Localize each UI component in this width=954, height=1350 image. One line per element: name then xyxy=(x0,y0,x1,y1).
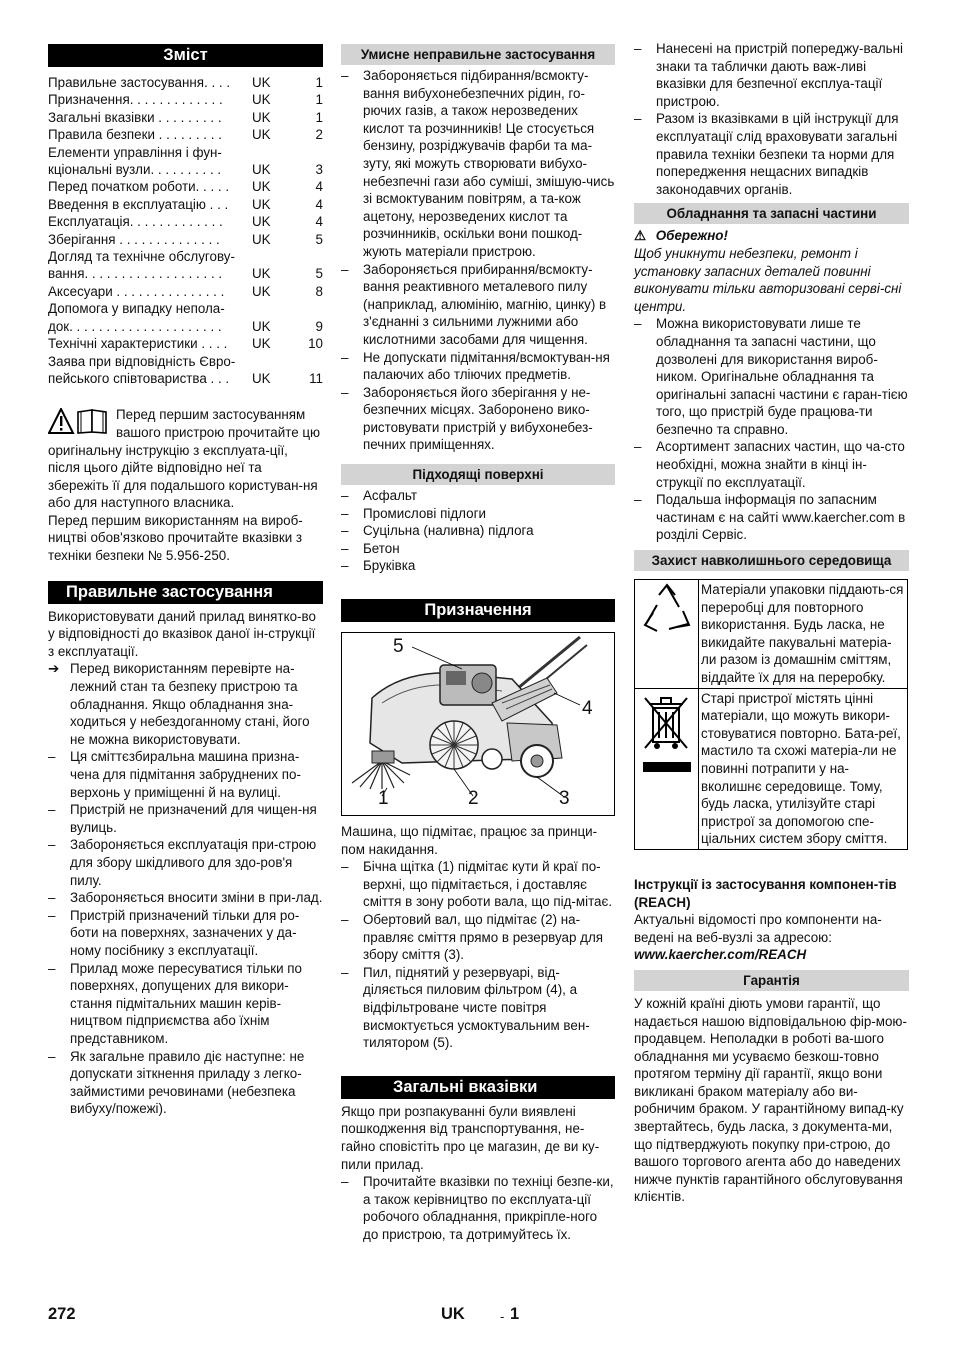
surfaces-list xyxy=(341,487,615,575)
toc-row[interactable] xyxy=(48,196,323,213)
list-item xyxy=(48,748,323,801)
toc-row-wrap xyxy=(48,248,323,265)
toc-row[interactable] xyxy=(48,161,323,178)
list-dash: – xyxy=(634,439,642,455)
toc-entry-label: пейського співтовариства . . . xyxy=(48,370,230,386)
list-dash: – xyxy=(634,111,642,127)
toc-row[interactable] xyxy=(48,213,323,230)
toc-entry-label: Перед початком роботи. . . . . xyxy=(48,179,230,195)
list-item-text: Забороняється підбирання/всмокту-вання вибухонебезпечних рідин, го-рючих газів, а також нерозведених кислот та розчинників! Це стосується бензину, розріджувачів фарби та ма-зуту, які можуть створювати вибухо-небезпечні гази або суміші, змішую-чись зі всмоктуваним повітрям, а та-кож ацетону, нерозведених кислот та розчинників, оскільки вони пошкод-жують матеріали пристрою. xyxy=(363,68,615,259)
toc-entry-page: 1 xyxy=(315,75,323,90)
toc-row[interactable] xyxy=(48,265,323,282)
list-dash: – xyxy=(341,859,349,875)
general-list xyxy=(341,1173,615,1243)
list-item-text: Пил, піднятий у резервуарі, від-діляється пиловим фільтром (4), а відфільтроване чисте повітря висмоктується усмоктувальним вен-тилятором (5). xyxy=(363,964,590,1051)
toc-row[interactable] xyxy=(48,370,323,387)
toc-entry-label-line1: Допомога у випадку непола- xyxy=(48,301,225,317)
toc-entry-label: Призначення. . . . . . . . . . . . . xyxy=(48,92,223,108)
intro-safety-text: Перед першим використанням на вироб-ництві обов'язково прочитайте вказівки з техніки безпеки № 5.956-250. xyxy=(48,512,303,564)
toc-entry-page: 10 xyxy=(308,336,323,352)
list-item xyxy=(48,801,323,836)
toc-row[interactable] xyxy=(48,283,323,300)
toc-entry-label: Правильне застосування. . . . xyxy=(48,75,231,90)
fig-label-2: 2 xyxy=(468,788,479,810)
toc-entry-lang: UK xyxy=(252,109,271,125)
list-item xyxy=(634,491,909,544)
list-item-text: Прочитайте вказівки по техніці безпе-ки, а також керівництво по експлуата-ції робочого обладнання, прикріпле-ного до пристрою, та дотримуйтесь їх. xyxy=(363,1174,614,1242)
toc-entry-label: Зберігання . . . . . . . . . . . . . . xyxy=(48,231,220,247)
list-dash: – xyxy=(48,802,56,818)
toc-row-wrap xyxy=(48,300,323,317)
column-left xyxy=(48,44,323,1118)
caution-line: ⚠ Обережно! xyxy=(634,228,728,244)
general-intro: Якщо при розпакуванні були виявлені пошкодження від транспортування, не-гайно сповістіть про це магазин, де ви ку-пили прилад. xyxy=(341,1103,600,1172)
toc-entry-page: 1 xyxy=(315,109,323,125)
list-item xyxy=(634,315,909,438)
purpose-list xyxy=(341,858,615,1052)
toc-entry-label-line1: Догляд та технічне обслугову- xyxy=(48,249,235,265)
footer-lang: UK xyxy=(441,1305,465,1323)
list-item-text: Подальша інформація по запасним частинам є на сайті www.kaercher.com в розділі Сервіс. xyxy=(656,492,906,543)
list-item xyxy=(341,1173,615,1243)
list-item-text: Промислові підлоги xyxy=(363,505,486,521)
list-item xyxy=(48,1048,323,1118)
list-dash: – xyxy=(48,749,56,765)
toc-row[interactable] xyxy=(48,91,323,108)
toc-row[interactable] xyxy=(48,74,323,91)
list-dash: – xyxy=(341,558,349,574)
warning-triangle-icon: ⚠ xyxy=(634,228,647,244)
list-item xyxy=(341,522,615,540)
list-item xyxy=(48,836,323,889)
recycling-icon xyxy=(635,580,699,689)
list-item-text: Бетон xyxy=(363,540,400,556)
toc-entry-label: Технічні характеристики . . . . xyxy=(48,336,228,352)
footer-sub-page: 1 xyxy=(510,1305,520,1323)
list-dash: – xyxy=(341,964,349,980)
toc-entry-lang: UK xyxy=(252,283,271,299)
toc-entry-lang: UK xyxy=(252,370,271,386)
list-item xyxy=(634,110,909,198)
toc-row[interactable] xyxy=(48,126,323,143)
toc-row-wrap xyxy=(48,144,323,161)
caution-text: Щоб уникнути небезпеки, ремонт і установку запасних деталей повинні виконувати тільки авторизовані серві-сні центри. xyxy=(634,245,902,314)
toc-entry-label: Введення в експлуатацію . . . xyxy=(48,196,229,212)
misuse-heading: Умисне неправильне застосування xyxy=(341,44,615,65)
toc-entry-page: 4 xyxy=(315,196,323,212)
list-item-text: Пристрій не призначений для чищен-ня вулиць. xyxy=(70,802,317,835)
list-item-text: Разом із вказівками в цій інструкції для експлуатації слід враховувати загальні правила техніки безпеки та норми для попередження нещасних випадків законодавчих органів. xyxy=(656,111,899,197)
list-item-text: Асортимент запасних частин, що ча-сто необхідні, можна знайти в кінці ін-струкції по експлуатації. xyxy=(656,439,905,490)
list-dash: – xyxy=(634,492,642,508)
reach-text: Актуальні відомості про компоненти на-ведені на веб-вузлі за адресою: xyxy=(634,912,882,945)
toc-entry-label: кціональні вузли. . . . . . . . . . xyxy=(48,162,222,178)
reach-url[interactable]: www.kaercher.com/REACH xyxy=(634,947,807,963)
intro-warning-text: Перед першим застосуванням вашого пристрою прочитайте цю оригінальну інструкцію з експлуата-ції, після цього дійте відповідно неї та збережіть її для подальшого користуван-ня або для наступного власника. xyxy=(48,407,321,511)
fig-label-1: 1 xyxy=(378,788,389,810)
crossed-bin-icon xyxy=(635,688,699,849)
toc-entry-label-line1: Заява при відповідність Євро- xyxy=(48,353,236,369)
environment-table xyxy=(634,579,908,850)
list-dash: – xyxy=(341,505,349,521)
list-item xyxy=(341,349,615,384)
toc-entry-lang: UK xyxy=(252,92,271,108)
list-dash: – xyxy=(341,540,349,556)
list-dash: – xyxy=(341,523,349,539)
toc-row-wrap xyxy=(48,353,323,370)
list-item xyxy=(341,858,615,911)
purpose-heading: Призначення xyxy=(341,599,615,622)
toc-entry-label: вання. . . . . . . . . . . . . . . . . . . xyxy=(48,266,223,282)
list-dash: – xyxy=(634,41,642,56)
table-of-contents xyxy=(48,74,323,387)
toc-entry-lang: UK xyxy=(252,214,271,230)
sweeper-illustration xyxy=(341,632,615,816)
list-item xyxy=(341,67,615,261)
toc-row[interactable] xyxy=(48,178,323,195)
list-item-text: Можна використовувати лише те обладнання та запасні частини, що дозволені для використання вироб-ником. Оригінальне обладнання та оригінальні запасні частини є гаран-тією того, що пристрій буде працюва-ти безпечно та справно. xyxy=(656,316,908,437)
page-number: 272 xyxy=(48,1305,76,1323)
warranty-heading: Гарантія xyxy=(634,970,909,991)
toc-entry-lang: UK xyxy=(252,266,271,282)
toc-entry-label: Експлуатація. . . . . . . . . . . . . xyxy=(48,214,223,230)
toc-entry-label-line1: Елементи управління і фун- xyxy=(48,144,222,160)
list-item-text: Обертовий вал, що підмітає (2) на-правляє сміття прямо в резервуар для збору сміття (3). xyxy=(363,912,604,963)
list-dash: – xyxy=(634,316,642,332)
toc-entry-page: 5 xyxy=(315,231,323,247)
list-item-text: Як загальне правило діє наступне: не допускати зіткнення приладу з легко-займистими речовинами (небезпека вибуху/пожежі). xyxy=(70,1048,305,1117)
toc-row[interactable] xyxy=(48,318,323,335)
toc-entry-lang: UK xyxy=(252,127,271,143)
environment-row xyxy=(635,688,908,849)
toc-entry-page: 5 xyxy=(315,266,323,282)
toc-entry-lang: UK xyxy=(252,75,271,90)
list-item-text: Асфальт xyxy=(363,488,417,504)
proper-use-heading: Правильне застосування xyxy=(48,581,323,604)
fig-label-5: 5 xyxy=(393,636,404,658)
list-item-text: Забороняється його зберігання у не-безпечних місцях. Заборонено вико-ристовувати пристрій у вибухонебез-печних приміщеннях. xyxy=(363,384,593,453)
environment-heading: Захист навколишнього середовища xyxy=(634,550,909,571)
environment-row xyxy=(635,580,908,689)
environment-text-old-devices: Старі пристрої містять цінні матеріали, що можуть викори-стовуватися повторно. Бата-реї, мастило та схожі матеріа-ли не повинні потрапити у на-вколишнє середовище. Тому, будь ласка, утилізуйте старі пристрої за допомогою спе-ціальних систем збору сміття. xyxy=(699,688,908,849)
toc-entry-page: 9 xyxy=(315,318,323,334)
toc-entry-label: Загальні вказівки . . . . . . . . . xyxy=(48,109,222,125)
list-dash: – xyxy=(48,960,56,976)
list-item-text: Не допускати підмітання/всмоктуван-ня палаючих або тліючих предметів. xyxy=(363,349,610,383)
list-item xyxy=(48,889,323,907)
toc-row[interactable] xyxy=(48,335,323,352)
toc-entry-lang: UK xyxy=(252,231,271,247)
fig-label-4: 4 xyxy=(582,698,593,720)
list-item xyxy=(341,261,615,349)
list-item-text: Прилад може пересуватися тільки по поверхнях, допущених для викори-стання підмітальних машин керів-ництвом підприємства або їхнім представником. xyxy=(70,960,303,1046)
toc-entry-page: 8 xyxy=(315,283,323,299)
column-right xyxy=(634,41,909,1206)
toc-entry-label: Правила безпеки . . . . . . . . . xyxy=(48,127,222,143)
proper-use-list xyxy=(48,748,323,1117)
general-heading: Загальні вказівки xyxy=(341,1076,615,1099)
list-item xyxy=(341,911,615,964)
misuse-list xyxy=(341,67,615,454)
list-item xyxy=(341,487,615,505)
toc-entry-page: 4 xyxy=(315,214,323,230)
toc-entry-lang: UK xyxy=(252,179,271,195)
toc-row[interactable] xyxy=(48,109,323,126)
list-item xyxy=(341,557,615,575)
list-item-text: Пристрій призначений тільки для ро-боти на поверхнях, зазначених у да-ному посібнику з експлуатації. xyxy=(70,907,300,958)
arrow-right-icon: ➔ xyxy=(48,661,60,677)
list-item-text: Суцільна (наливна) підлога xyxy=(363,523,534,539)
list-dash: – xyxy=(341,68,349,83)
fig-label-3: 3 xyxy=(559,788,570,810)
intro-warning xyxy=(48,406,323,564)
surfaces-heading: Підходящі поверхні xyxy=(341,464,615,485)
parts-heading: Обладнання та запасні частини xyxy=(634,203,909,224)
list-item-text: Нанесені на пристрій попереджу-вальні знаки та таблички дають важ-ливі вказівки для безпечної експлуа-тації пристрою. xyxy=(656,41,904,109)
warranty-text: У кожній країні діють умови гарантії, що надається нашою відповідальною фір-мою-продавцем. Неполадки в роботі ва-шого обладнання ми усуваємо безкош-товно протягом терміну дії гарантії, якщо вони викликані браком матеріалу або ви-робничим браком. У гарантійному випад-ку звертайтесь, будь ласка, з документа-ми, що підтверджують покупку при-строю, до вашого торгового агента або до наведених нижче пунктів гарантійного обслуговування клієнтів. xyxy=(634,995,907,1205)
proper-use-arrow-item: ➔ Перед використанням перевірте на-лежний стан та безпеку пристрою та обладнання. Якщо обладнання зна-ходиться у небездоганному стані, його не можна використовувати. xyxy=(48,661,310,747)
toc-entry-page: 3 xyxy=(315,162,323,178)
list-item xyxy=(341,540,615,558)
list-item-text: Забороняється вносити зміни в при-лад. xyxy=(70,890,323,906)
environment-text-packaging: Матеріали упаковки піддають-ся переробці для повторного використання. Будь ласка, не викидайте пакувальні матеріа-ли разом із домашнім сміттям, віддайте їх для на переробку. xyxy=(699,580,908,689)
list-item-text: Забороняється експлуатація при-строю для збору шкідливого для здо-ров'я пилу. xyxy=(70,837,317,888)
toc-entry-lang: UK xyxy=(252,196,271,212)
footer-dash: - xyxy=(500,1309,505,1324)
list-item xyxy=(341,964,615,1052)
list-dash: – xyxy=(341,261,349,277)
list-dash: – xyxy=(341,912,349,927)
toc-entry-label: Аксесуари . . . . . . . . . . . . . . . xyxy=(48,283,225,299)
toc-entry-label: док. . . . . . . . . . . . . . . . . . . . . xyxy=(48,318,222,334)
proper-use-intro: Використовувати даний прилад винятко-во у відповідності до вказівок даної ін-струкції з експлуатації. xyxy=(48,608,316,659)
list-dash: – xyxy=(341,349,349,365)
general-list-continued xyxy=(634,40,909,198)
list-item xyxy=(634,40,909,110)
list-dash: – xyxy=(48,907,56,923)
toc-heading: Зміст xyxy=(48,44,323,67)
toc-entry-page: 2 xyxy=(315,127,323,143)
list-dash: – xyxy=(48,1048,56,1064)
toc-entry-page: 1 xyxy=(315,92,323,108)
purpose-intro: Машина, що підмітає, працює за принци-пом накидання. xyxy=(341,824,598,857)
list-item xyxy=(634,438,909,491)
list-dash: – xyxy=(48,890,56,906)
column-middle xyxy=(341,44,615,1244)
list-item xyxy=(341,505,615,523)
parts-list xyxy=(634,315,909,544)
list-item xyxy=(48,907,323,960)
list-item xyxy=(341,384,615,454)
toc-entry-page: 11 xyxy=(309,370,323,386)
toc-entry-lang: UK xyxy=(252,318,271,334)
reach-heading: Інструкції із застосування компонен-тів (REACH) xyxy=(634,876,897,910)
toc-entry-lang: UK xyxy=(252,336,271,352)
list-dash: – xyxy=(341,1174,349,1190)
list-item-text: Ця сміттєзбиральна машина призна-чена для підмітання забруднених по-верхонь у приміщенні й на вулиці. xyxy=(70,749,301,800)
list-item-text: Бруківка xyxy=(363,558,416,574)
toc-entry-lang: UK xyxy=(252,162,271,178)
warning-manual-icon xyxy=(48,408,112,434)
list-dash: – xyxy=(341,488,349,504)
toc-entry-page: 4 xyxy=(315,179,323,195)
list-item-text: Забороняється прибирання/всмокту-вання реактивного металевого пилу (наприклад, алюмінію, магнію, цинку) в з'єднанні з сильними лужними або кислотними засобами для чищення. xyxy=(363,261,607,347)
toc-row[interactable] xyxy=(48,231,323,248)
list-item xyxy=(48,960,323,1048)
list-dash: – xyxy=(341,384,349,400)
list-dash: – xyxy=(48,837,56,853)
list-item-text: Бічна щітка (1) підмітає кути й краї по-верхні, що підмітається, і доставляє сміття в зону роботи вала, що під-мітає. xyxy=(363,859,613,910)
